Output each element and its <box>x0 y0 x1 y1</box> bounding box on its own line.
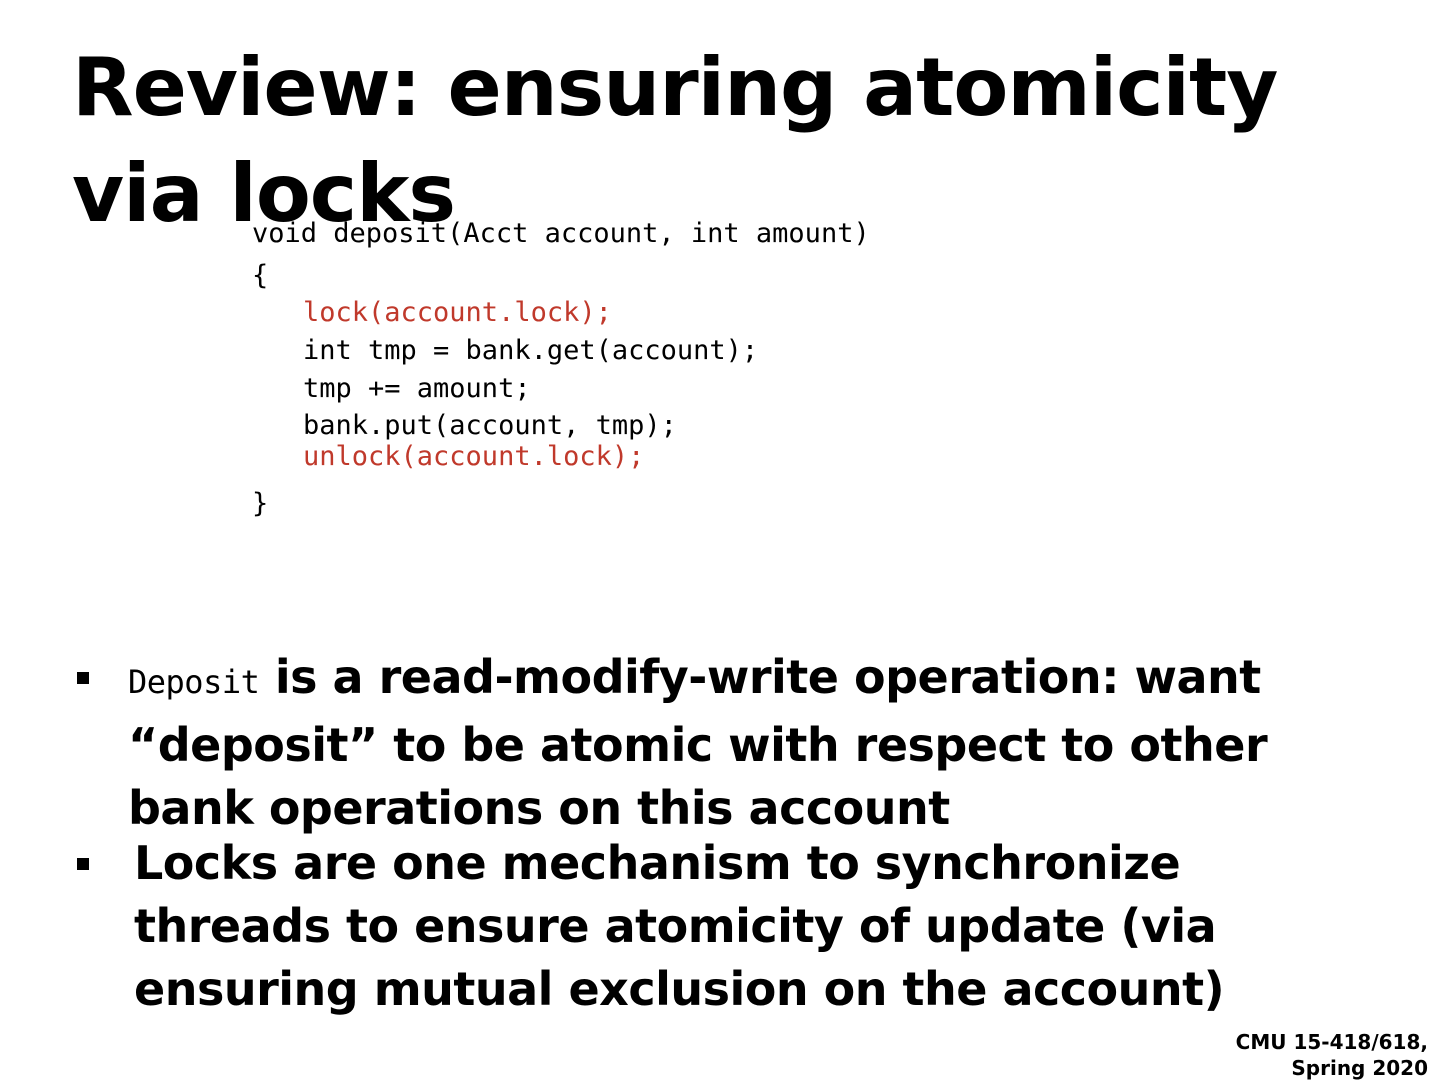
bullet-body: is a read-modify-write operation: want “deposit” to be atomic with respect to other bank operations on this account <box>128 650 1268 835</box>
slide-title-line-1: Review: ensuring atomicity <box>72 41 1278 134</box>
code-line: bank.put(account, tmp); <box>303 410 677 441</box>
code-line-unlock: unlock(account.lock); <box>303 441 645 472</box>
slide-title-line-2: via locks <box>72 147 456 240</box>
footer-term: Spring 2020 <box>1291 1056 1428 1080</box>
code-line: int tmp = bank.get(account); <box>303 335 759 366</box>
bullet-text <box>128 646 1388 840</box>
bullet-text <box>134 832 1334 1021</box>
bullet-body: Locks are one mechanism to synchronize threads to ensure atomicity of update (via ensuring mutual exclusion on the account) <box>134 836 1225 1016</box>
code-line: { <box>252 260 269 291</box>
inline-code: Deposit <box>128 663 260 701</box>
code-line: tmp += amount; <box>303 373 531 404</box>
footer-course: CMU 15-418/618, <box>1235 1030 1428 1054</box>
code-line-lock: lock(account.lock); <box>303 297 612 328</box>
code-line: } <box>252 488 269 519</box>
code-line: void deposit(Acct account, int amount) <box>252 218 870 249</box>
bullet-square-icon <box>77 672 89 684</box>
bullet-square-icon <box>77 858 89 870</box>
